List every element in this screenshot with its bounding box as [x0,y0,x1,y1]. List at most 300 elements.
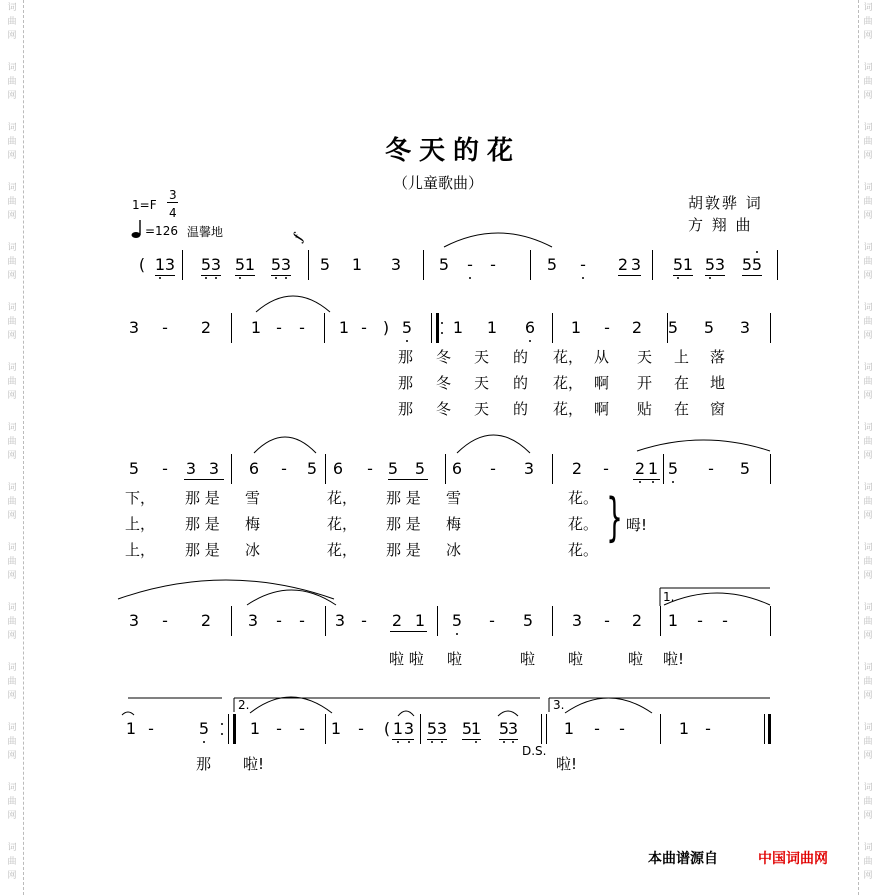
lyric-v3_b: 上， [125,541,156,559]
octave-dot [512,741,514,743]
octave-dot [221,733,223,735]
lyric-v3_a: 的 [513,400,529,418]
time-signature-top: 3 [169,188,177,202]
lyric-v3_a: 贴 [637,400,653,418]
beam-underline [201,275,221,276]
note: 5 [751,255,763,274]
lyric-v2_a: 那 [398,374,414,392]
watermark-char: 网 [7,271,17,281]
note: 5 [387,459,399,478]
watermark-char: 词 [863,183,873,193]
octave-dot [205,277,207,279]
note: - [148,719,154,738]
barline [231,606,232,636]
watermark-char: 词 [863,63,873,73]
note: 5 [739,459,751,478]
note: 3 [714,255,726,274]
lyric-v2_b: 梅 [446,515,462,533]
note: 5 [667,318,679,337]
note: 5 [426,719,438,738]
note: 5 [234,255,246,274]
paren-open: ( [138,255,146,274]
watermark-char: 网 [7,511,17,521]
note: - [604,611,610,630]
watermark-char: 词 [7,603,17,613]
watermark-char: 网 [7,571,17,581]
ds-marking: D.S. [522,744,547,758]
time-signature-bottom: 4 [169,206,177,220]
note: 3 [739,318,751,337]
note: - [162,318,168,337]
tempo-marking: =126 [145,224,178,238]
note: - [299,611,305,630]
watermark-char: 曲 [863,857,873,867]
lyric-v1_a: 从 [594,348,610,366]
watermark-char: 网 [863,151,873,161]
watermark-char: 词 [863,423,873,433]
note: - [594,719,600,738]
barline [431,313,432,343]
watermark-char: 曲 [863,557,873,567]
watermark-char: 网 [863,811,873,821]
note: 5 [438,255,450,274]
octave-dot [756,251,758,253]
octave-dot [397,741,399,743]
final-barline [233,714,236,744]
watermark-char: 词 [863,723,873,733]
song-subtitle: （儿童歌曲） [393,174,484,192]
left-border-line [23,0,24,895]
lyric-v1_a: 冬 [436,348,452,366]
watermark-char: 网 [7,31,17,41]
lyric-v3_b: 花， [327,541,358,559]
lyric-v2_a: 在 [674,374,690,392]
note: 5 [270,255,282,274]
note: 2 [200,611,212,630]
note: 3 [128,318,140,337]
lyric-row5: 那 [196,755,212,773]
note: ( [383,719,391,738]
note: 5 [414,459,426,478]
note: 1 [351,255,363,274]
watermark-char: 网 [7,691,17,701]
watermark-char: 网 [863,211,873,221]
beam-underline [271,275,291,276]
lyric-v2_b: 那 是 [185,515,220,533]
watermark-char: 词 [7,303,17,313]
beam-underline [390,631,427,632]
note: 2 [617,255,629,274]
note: 3 [185,459,197,478]
watermark-char: 网 [7,91,17,101]
lyric-v2_a: 的 [513,374,529,392]
watermark-char: 网 [863,631,873,641]
note: - [705,719,711,738]
note: - [604,318,610,337]
note: 5 [461,719,473,738]
note: 3 [210,255,222,274]
watermark-char: 曲 [863,497,873,507]
beam-underline [705,275,725,276]
barline [228,714,229,744]
note: - [162,611,168,630]
watermark-char: 曲 [7,737,17,747]
watermark-char: 词 [7,3,17,13]
watermark-char: 曲 [7,437,17,447]
lyric-v2_b: 花。 [568,515,599,533]
beam-underline [742,275,762,276]
volta-1: 1. [663,590,675,604]
note: - [299,719,305,738]
watermark-char: 词 [7,123,17,133]
watermark-char: 曲 [7,77,17,87]
note: 5 [522,611,534,630]
lyric-v1_a: 落 [710,348,726,366]
note: 5 [741,255,753,274]
watermark-char: 词 [863,543,873,553]
quarter-note-icon [131,219,145,239]
watermark-char: 曲 [7,857,17,867]
watermark-char: 网 [863,511,873,521]
beam-underline [462,739,481,740]
note: - [580,255,586,274]
octave-dot [456,633,458,635]
final-barline [436,313,439,343]
watermark-char: 曲 [863,797,873,807]
octave-dot [677,277,679,279]
note: - [490,459,496,478]
lyric-v1_a: 上 [674,348,690,366]
note: 1 [392,719,404,738]
note: 1 [125,719,137,738]
barline [324,313,325,343]
note: ) [382,318,390,337]
lyric-v3_b: 那 是 [386,541,421,559]
note: 5 [667,459,679,478]
slur [398,711,414,716]
watermark-char: 曲 [7,677,17,687]
note: 6 [524,318,536,337]
note: 3 [507,719,519,738]
footer-source-label: 本曲谱源自 [648,851,718,867]
watermark-char: 词 [7,843,17,853]
note: 3 [571,611,583,630]
barline [325,454,326,484]
watermark-char: 网 [863,391,873,401]
note: 1 [563,719,575,738]
watermark-char: 曲 [7,137,17,147]
watermark-char: 词 [7,663,17,673]
watermark-char: 曲 [863,317,873,327]
note: 1 [678,719,690,738]
octave-dot [275,277,277,279]
note: 2 [634,459,646,478]
note: 2 [391,611,403,630]
watermark-char: 网 [863,331,873,341]
watermark-char: 词 [7,63,17,73]
lyric-v2_a: 地 [710,374,726,392]
note: - [361,611,367,630]
note: - [367,459,373,478]
lyric-v2_b: 那 是 [386,515,421,533]
note: 5 [319,255,331,274]
note: - [697,611,703,630]
note: 5 [198,719,210,738]
note: 1 [470,719,482,738]
lyric-v1_b: 下， [125,489,156,507]
lyric-v1_b: 雪 [245,489,261,507]
watermark-char: 曲 [7,257,17,267]
octave-dot [408,741,410,743]
beam-underline [184,479,224,480]
barline [770,454,771,484]
watermark-char: 曲 [7,617,17,627]
watermark-char: 词 [863,303,873,313]
note: 3 [390,255,402,274]
slur [254,437,316,453]
note: 3 [164,255,176,274]
watermark-char: 词 [7,483,17,493]
note: 5 [200,255,212,274]
barline [770,313,771,343]
watermark-char: 网 [7,391,17,401]
note: 3 [247,611,259,630]
octave-dot [221,723,223,725]
slur [444,233,552,247]
watermark-char: 网 [7,151,17,161]
note: - [358,719,364,738]
note: 1 [647,459,659,478]
note: 5 [704,255,716,274]
lyric-v3_b: 冰 [446,541,462,559]
note: - [490,255,496,274]
watermark-char: 词 [863,483,873,493]
barline [420,714,421,744]
watermark-char: 网 [863,751,873,761]
note: 1 [244,255,256,274]
expression-marking: 温馨地 [187,225,224,239]
watermark-char: 词 [863,123,873,133]
lyric-v1_a: 花， [553,348,584,366]
barline [660,606,661,636]
watermark-char: 词 [7,723,17,733]
barline [530,250,531,280]
octave-dot [203,741,205,743]
watermark-char: 曲 [863,257,873,267]
lyric-v2_a: 花， [553,374,584,392]
lyric-v1_b: 那 是 [386,489,421,507]
barline [445,454,446,484]
lyric-v1_b: 雪 [446,489,462,507]
watermark-char: 曲 [7,197,17,207]
barline [777,250,778,280]
watermark-char: 曲 [863,137,873,147]
watermark-char: 网 [863,691,873,701]
watermark-char: 词 [863,783,873,793]
watermark-char: 曲 [7,377,17,387]
watermark-char: 曲 [863,77,873,87]
composer-credit: 方 翔 曲 [688,216,753,234]
note: - [708,459,714,478]
barline [182,250,183,280]
note: - [489,611,495,630]
octave-dot [582,277,584,279]
barline [541,714,542,744]
note: 1 [330,719,342,738]
note: - [299,318,305,337]
note: 5 [451,611,463,630]
note: - [467,255,473,274]
barline [308,250,309,280]
note: 5 [128,459,140,478]
barline [652,250,653,280]
lyric-v1_a: 天 [474,348,490,366]
note: - [162,459,168,478]
note: 1 [667,611,679,630]
lyric-v2_b: 梅 [245,515,261,533]
watermark-char: 网 [863,451,873,461]
barline [764,714,765,744]
note: 1 [338,318,350,337]
lyric-v2_a: 开 [637,374,653,392]
note: - [276,318,282,337]
key-signature: 1=F [132,198,157,212]
slur [565,698,652,713]
watermark-char: 词 [863,3,873,13]
beam-underline [427,739,447,740]
watermark-char: 曲 [7,17,17,27]
watermark-char: 词 [863,663,873,673]
right-border-line [858,0,859,895]
watermark-char: 词 [863,843,873,853]
brace: } [606,488,623,548]
note: 6 [332,459,344,478]
note: 3 [128,611,140,630]
barline [546,714,547,744]
watermark-char: 曲 [7,497,17,507]
barline [660,714,661,744]
octave-dot [709,277,711,279]
watermark-char: 词 [863,243,873,253]
watermark-char: 曲 [863,437,873,447]
note: 5 [546,255,558,274]
lyric-v2_b: 上， [125,515,156,533]
note: 5 [672,255,684,274]
beam-underline [633,479,660,480]
lyric-row4: 啦! [663,650,685,668]
barline [770,606,771,636]
note: - [603,459,609,478]
lyric-v1_a: 那 [398,348,414,366]
barline [552,606,553,636]
octave-dot [469,277,471,279]
watermark-char: 词 [7,363,17,373]
watermark-char: 网 [863,91,873,101]
slur [250,697,332,713]
octave-dot [239,277,241,279]
watermark-char: 词 [7,783,17,793]
note: 3 [523,459,535,478]
barline [663,454,664,484]
footer-site-link[interactable]: 中国词曲网 [758,851,828,867]
note: 6 [248,459,260,478]
watermark-char: 词 [863,603,873,613]
slur [498,711,518,716]
note: - [276,611,282,630]
lyric-v2_a: 天 [474,374,490,392]
watermark-char: 曲 [7,317,17,327]
lyric-v1_a: 天 [637,348,653,366]
barline [437,606,438,636]
lyric-v3_a: 在 [674,400,690,418]
note: 3 [630,255,642,274]
barline [552,313,553,343]
lyric-v3_a: 天 [474,400,490,418]
lyric-v3_b: 那 是 [185,541,220,559]
watermark-char: 曲 [863,617,873,627]
note: 1 [154,255,166,274]
lyric-row4: 啦 啦 [389,650,424,668]
note: - [722,611,728,630]
lyric-v3_a: 花， [553,400,584,418]
lyric-v2_a: 啊 [594,374,610,392]
watermark-char: 曲 [863,17,873,27]
slur [256,296,330,312]
octave-dot [406,340,408,342]
volta-2: 2. [238,698,250,712]
lyric-row4: 啦 [568,650,584,668]
note: 6 [451,459,463,478]
note: 3 [403,719,415,738]
lyric-v3_a: 啊 [594,400,610,418]
lyric-v3_a: 窗 [710,400,726,418]
beam-underline [392,739,414,740]
octave-dot [475,741,477,743]
note: 2 [631,611,643,630]
note: 5 [498,719,510,738]
lyric-v3_b: 花。 [568,541,599,559]
slur [664,593,770,605]
octave-dot [441,322,443,324]
song-title: 冬天的花 [385,136,522,166]
watermark-char: 网 [7,331,17,341]
note: - [619,719,625,738]
note: - [361,318,367,337]
beam-underline [618,275,641,276]
octave-dot [441,332,443,334]
beam-underline [155,275,175,276]
lyric-row4: 啦 [628,650,644,668]
watermark-char: 曲 [863,197,873,207]
lyric-v2_a: 冬 [436,374,452,392]
lyric-v2_b: 花， [327,515,358,533]
slur [122,712,134,715]
note: 3 [208,459,220,478]
watermark-char: 曲 [863,737,873,747]
octave-dot [639,481,641,483]
barline [667,313,668,343]
lyric-v1_b: 那 是 [185,489,220,507]
lyricist-credit: 胡敦骅 词 [688,194,763,212]
note: - [281,459,287,478]
note: 1 [249,719,261,738]
octave-dot [529,340,531,342]
barline [552,454,553,484]
watermark-char: 网 [7,211,17,221]
volta-3: 3. [553,698,565,712]
final-barline [768,714,771,744]
watermark-char: 曲 [863,377,873,387]
